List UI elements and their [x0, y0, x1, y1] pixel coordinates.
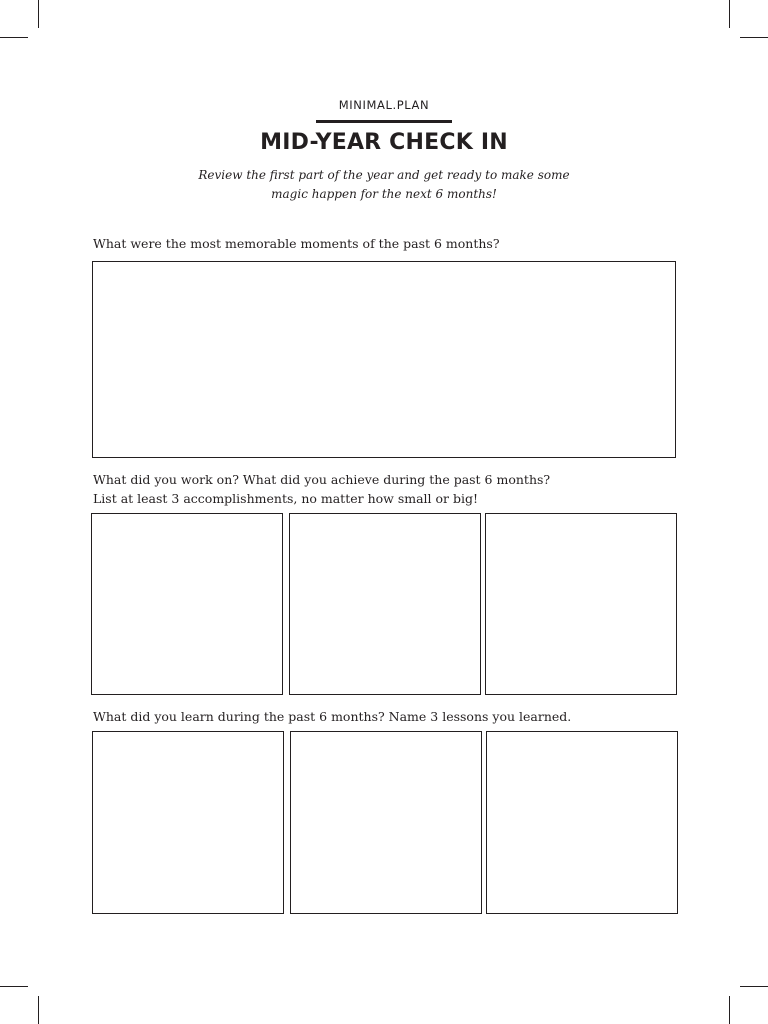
lesson-box-1[interactable]	[92, 731, 284, 914]
accomplishment-box-2[interactable]	[289, 513, 481, 695]
crop-mark-top-right-horizontal	[740, 37, 768, 38]
lessons-prompt	[93, 707, 571, 726]
subtitle-line: Review the first part of the year and get ready to make some	[198, 168, 570, 182]
lesson-box-2[interactable]	[290, 731, 482, 914]
crop-mark-bottom-left-horizontal	[0, 986, 28, 987]
prompt-line: List at least 3 accomplishments, no matter how small or big!	[93, 491, 479, 506]
accomplishments-prompt	[93, 470, 550, 508]
brand-name: MINIMAL.PLAN	[338, 98, 430, 112]
lesson-box-3[interactable]	[486, 731, 678, 914]
subtitle-line: magic happen for the next 6 months!	[271, 187, 497, 201]
memorable-moments-prompt	[93, 234, 500, 253]
crop-mark-bottom-right-horizontal	[740, 986, 768, 987]
crop-mark-bottom-left-vertical	[38, 996, 39, 1024]
brand-underline	[316, 120, 452, 123]
prompt-line: What did you work on? What did you achieve during the past 6 months?	[93, 472, 551, 487]
crop-mark-bottom-right-vertical	[729, 996, 730, 1024]
accomplishment-box-3[interactable]	[485, 513, 677, 695]
page-title: MID-YEAR CHECK IN	[260, 130, 508, 155]
page-subtitle	[184, 166, 584, 204]
memorable-moments-answer-box[interactable]	[92, 261, 676, 458]
crop-mark-top-left-horizontal	[0, 37, 28, 38]
prompt-line: What did you learn during the past 6 months? Name 3 lessons you learned.	[93, 709, 572, 724]
prompt-line: What were the most memorable moments of the past 6 months?	[93, 236, 500, 251]
crop-mark-top-left-vertical	[38, 0, 39, 28]
crop-mark-top-right-vertical	[729, 0, 730, 28]
accomplishment-box-1[interactable]	[91, 513, 283, 695]
